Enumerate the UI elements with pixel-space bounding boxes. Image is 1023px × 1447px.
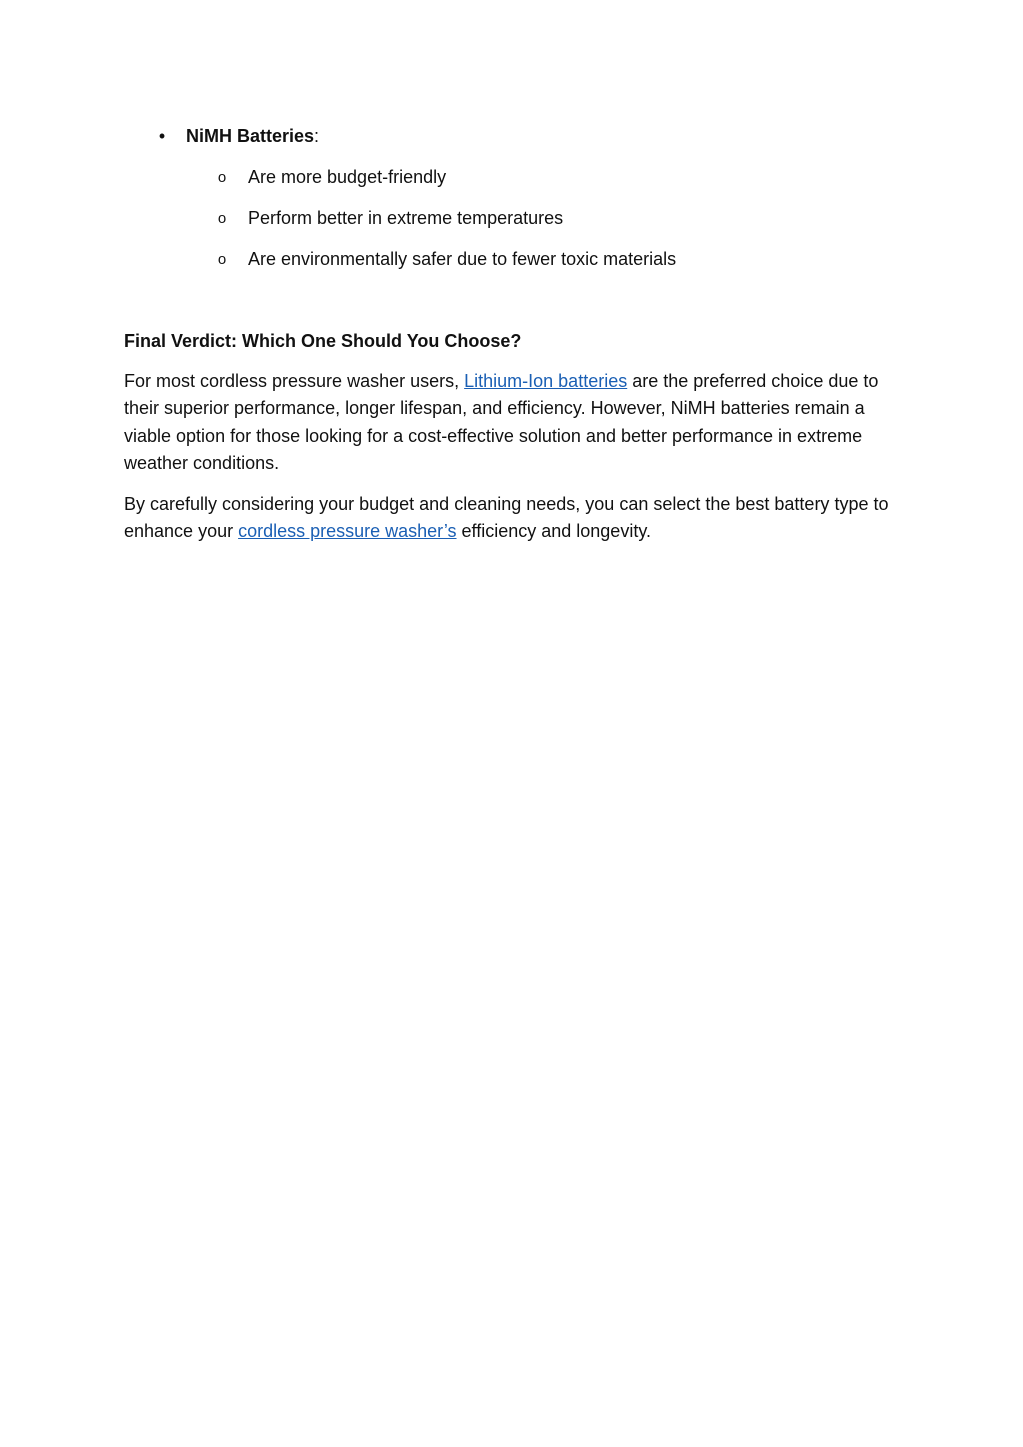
bullet-item-suffix: : <box>314 126 320 146</box>
cordless-pressure-washer-link[interactable]: cordless pressure washer’s <box>238 521 457 542</box>
sub-list-item-text: Are environmentally safer due to fewer toxic materials <box>248 249 677 269</box>
paragraph-verdict <box>124 368 902 477</box>
sub-list-item-text: Perform better in extreme temperatures <box>248 208 564 228</box>
paragraph-conclusion <box>124 491 902 546</box>
sub-list-item-text: Are more budget-friendly <box>248 167 447 187</box>
lithium-ion-batteries-link[interactable]: Lithium-Ion batteries <box>464 371 628 391</box>
bullet-item-label: NiMH Batteries <box>186 126 315 146</box>
bullet-marker: • <box>158 126 166 146</box>
paragraph-text: For most cordless pressure washer users, <box>124 371 465 391</box>
sub-list-marker: o <box>217 210 227 227</box>
sub-list-marker: o <box>217 169 227 186</box>
paragraph-text: efficiency and longevity. <box>456 521 651 542</box>
bullet-item-text <box>186 124 319 148</box>
sub-list-marker: o <box>217 251 227 268</box>
paragraph-text: By carefully considering your budget and cleaning needs, you can select the best battery type to enhance your <box>124 494 889 542</box>
paragraph-text: are the preferred choice due to their superior performance, longer lifespan, and efficiency. However, NiMH batteries remain a viable option for those looking for a cost-effective solution and better performance in extreme weather conditions. <box>124 371 879 473</box>
section-heading: Final Verdict: Which One Should You Choose? <box>124 331 522 351</box>
